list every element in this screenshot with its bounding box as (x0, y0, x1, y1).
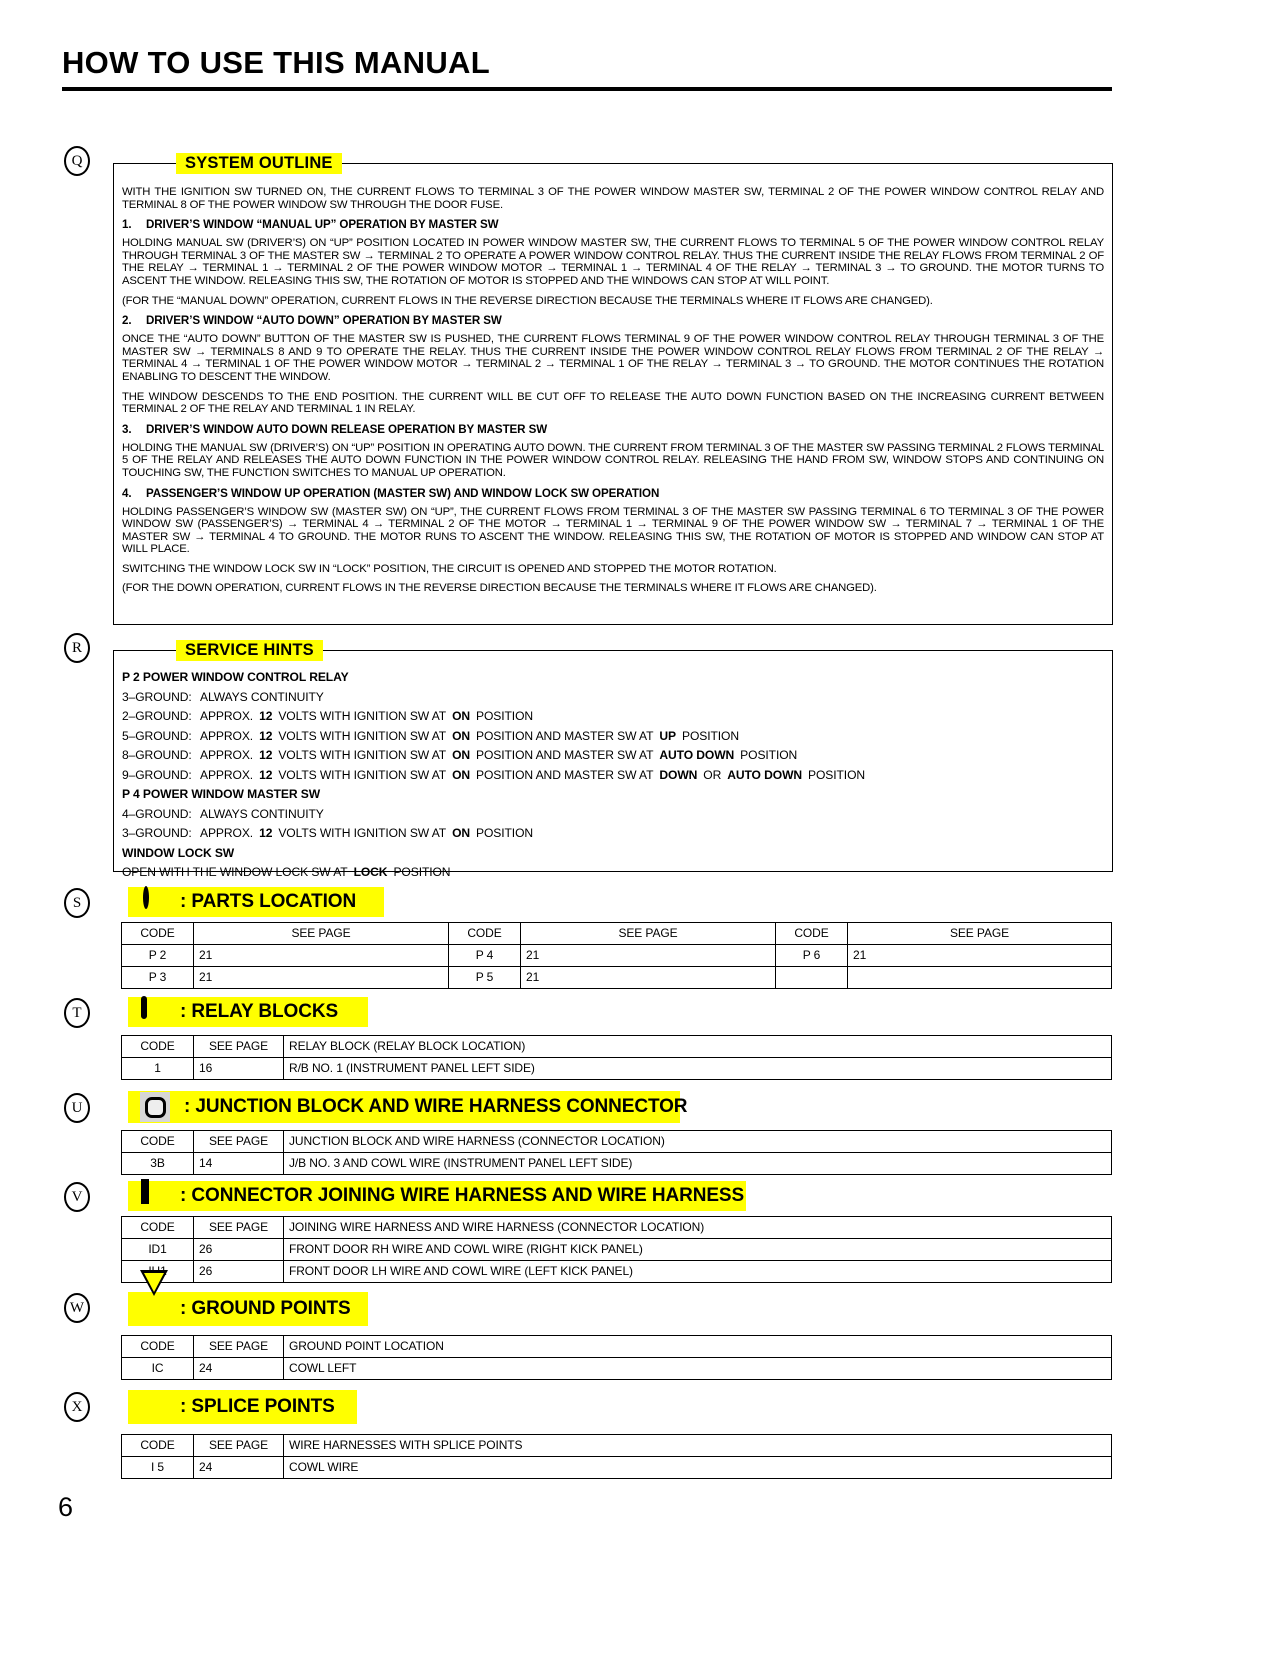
service-hints-group2-title: P 4 POWER WINDOW MASTER SW (122, 787, 321, 801)
line2-mid: VOLTS WITH IGNITION SW AT (278, 709, 447, 723)
line2-label: 2–GROUND: (122, 709, 192, 723)
system-outline-item3-body: HOLDING THE MANUAL SW (DRIVER’S) ON “UP” POSITION IN OPERATING AUTO DOWN. THE CURRENT FROM TERMINAL 3 OF THE MASTER SW PASSING TERMINAL 2 FLOWS TERMINAL 5 OF THE RELAY AND RELEASES THE AUTO DOWN FUNCTION IN THE POWER WINDOW CONTROL RELAY. RELEASING THE HAND FROM SW, WINDOW STOPS AND CONTINUING ON TOUCHING SW, THE FUNCTION SWITCHES TO MANUAL UP OPERATION. (122, 441, 1104, 479)
marker-u: U (64, 1093, 90, 1123)
system-outline-intro: WITH THE IGNITION SW TURNED ON, THE CURRENT FLOWS TO TERMINAL 3 OF THE POWER WINDOW MASTER SW, TERMINAL 2 OF THE POWER WINDOW CONTROL RELAY AND TERMINAL 8 OF THE POWER WINDOW SW THROUGH THE DOOR FUSE. (122, 186, 1104, 211)
system-outline-legend: SYSTEM OUTLINE (176, 153, 342, 174)
item3-number: 3. (122, 422, 132, 436)
line5-mid: VOLTS WITH IGNITION SW AT (278, 767, 447, 782)
line1-text: ALWAYS CONTINUITY (200, 689, 324, 704)
cell-code: IC (122, 1358, 194, 1380)
line3-state2: UP (659, 728, 676, 743)
line5-end: POSITION (808, 767, 866, 782)
splice-points-table (121, 1434, 1112, 1479)
marker-x: X (64, 1392, 90, 1422)
service-hints-line-7 (122, 827, 1104, 840)
line7-end: POSITION (476, 826, 534, 840)
line4-mid2: POSITION AND MASTER SW AT (476, 748, 654, 762)
line7-approx: APPROX. (200, 826, 254, 840)
cell-code: P 2 (122, 945, 194, 967)
line5-approx: APPROX. (200, 767, 254, 782)
cell-description: FRONT DOOR RH WIRE AND COWL WIRE (RIGHT KICK PANEL) (284, 1239, 1112, 1261)
cell-code: P 4 (449, 945, 521, 967)
cell-code: 1 (122, 1058, 194, 1080)
service-hints-line-8 (122, 866, 1104, 879)
marker-s: S (64, 888, 90, 918)
system-outline-item3-heading (122, 423, 1104, 437)
table-row (122, 967, 1112, 989)
col-header: JUNCTION BLOCK AND WIRE HARNESS (CONNECTOR LOCATION) (284, 1131, 1112, 1153)
cell-page: 14 (194, 1153, 284, 1175)
col-header: RELAY BLOCK (RELAY BLOCK LOCATION) (284, 1036, 1112, 1058)
item2-title: DRIVER’S WINDOW “AUTO DOWN” OPERATION BY MASTER SW (146, 314, 502, 328)
connector-joining-caption-text: : CONNECTOR JOINING WIRE HARNESS AND WIRE HARNESS (180, 1185, 745, 1206)
line4-approx: APPROX. (200, 748, 254, 762)
line7-label: 3–GROUND: (122, 826, 192, 840)
line3-state: ON (452, 728, 471, 743)
marker-r: R (64, 633, 90, 663)
col-header: GROUND POINT LOCATION (284, 1336, 1112, 1358)
splice-points-caption-text: : SPLICE POINTS (180, 1396, 335, 1417)
junction-block-table (121, 1130, 1112, 1175)
cell-page: 26 (194, 1261, 284, 1283)
line4-state2: AUTO DOWN (659, 748, 735, 762)
cell-code: P 5 (449, 967, 521, 989)
col-header: CODE (122, 923, 194, 945)
service-hints-line-3 (122, 730, 1104, 743)
cell-code (776, 967, 848, 989)
service-hints-legend: SERVICE HINTS (176, 640, 323, 661)
service-hints-group1-title: P 2 POWER WINDOW CONTROL RELAY (122, 670, 349, 684)
col-header: CODE (122, 1435, 194, 1457)
col-header: SEE PAGE (194, 1131, 284, 1153)
line1-label: 3–GROUND: (122, 689, 192, 704)
connector-joining-caption (128, 1181, 746, 1211)
table-header-row (122, 923, 1112, 945)
table-row (122, 1261, 1112, 1283)
table-row (122, 1239, 1112, 1261)
page-title: HOW TO USE THIS MANUAL (62, 45, 490, 80)
table-header-row (122, 1131, 1112, 1153)
cell-code: P 3 (122, 967, 194, 989)
cell-description: FRONT DOOR LH WIRE AND COWL WIRE (LEFT KICK PANEL) (284, 1261, 1112, 1283)
marker-t: T (64, 998, 90, 1028)
col-header: SEE PAGE (194, 1336, 284, 1358)
col-header: JOINING WIRE HARNESS AND WIRE HARNESS (CONNECTOR LOCATION) (284, 1217, 1112, 1239)
line4-mid: VOLTS WITH IGNITION SW AT (278, 748, 447, 762)
line3-mid: VOLTS WITH IGNITION SW AT (278, 728, 447, 743)
item4-number: 4. (122, 486, 132, 500)
cell-description: J/B NO. 3 AND COWL WIRE (INSTRUMENT PANEL LEFT SIDE) (284, 1153, 1112, 1175)
line3-label: 5–GROUND: (122, 728, 192, 743)
cell-page: 24 (194, 1457, 284, 1479)
line5-state3: AUTO DOWN (727, 767, 803, 782)
parts-location-caption (128, 887, 384, 917)
col-header: WIRE HARNESSES WITH SPLICE POINTS (284, 1435, 1112, 1457)
line5-state2: DOWN (659, 767, 698, 782)
cell-code: I 5 (122, 1457, 194, 1479)
line4-state: ON (452, 748, 471, 762)
marker-v: V (64, 1182, 90, 1212)
oval-icon (140, 889, 166, 915)
col-header: CODE (776, 923, 848, 945)
relay-blocks-caption (128, 997, 368, 1027)
col-header: CODE (122, 1336, 194, 1358)
junction-block-caption (128, 1091, 688, 1123)
ground-points-caption (128, 1292, 368, 1326)
line7-state: ON (452, 826, 471, 840)
line3-approx: APPROX. (200, 728, 254, 743)
cell-page: 24 (194, 1358, 284, 1380)
cell-page: 21 (194, 967, 449, 989)
page-header (62, 46, 1112, 91)
ground-points-table (121, 1335, 1112, 1380)
system-outline-item1-body: HOLDING MANUAL SW (DRIVER’S) ON “UP” POSITION LOCATED IN POWER WINDOW MASTER SW, THE CURRENT FLOWS TO TERMINAL 5 OF THE POWER WINDOW CONTROL RELAY THROUGH TERMINAL 3 OF THE MASTER SW → TERMINAL 2 TO OPERATE A POWER WINDOW CONTROL RELAY. THUS THE CURRENT INSIDE THE RELAY FLOWS FROM TERMINAL 2 OF THE RELAY → TERMINAL 1 → TERMINAL 2 OF THE POWER WINDOW MOTOR → TERMINAL 1 → TERMINAL 4 OF THE RELAY → TERMINAL 3 → TO GROUND. THE MOTOR TURNS TO ASCENT THE WINDOW. RELEASING THIS SW, THE ROTATION OF MOTOR IS STOPPED AND THE WINDOWS CAN STOP AT WILL POINT. (122, 237, 1104, 287)
item1-title: DRIVER’S WINDOW “MANUAL UP” OPERATION BY MASTER SW (146, 218, 499, 232)
page-number: 6 (58, 1492, 74, 1522)
parts-location-table (121, 922, 1112, 989)
system-outline-item4-note1: SWITCHING THE WINDOW LOCK SW IN “LOCK” POSITION, THE CIRCUIT IS OPENED AND STOPPED THE MOTOR ROTATION. (122, 562, 777, 575)
header-divider (62, 87, 1112, 91)
line4-end: POSITION (740, 748, 798, 762)
line5-volts: 12 (259, 767, 273, 782)
line6-label: 4–GROUND: (122, 806, 192, 821)
cell-page (848, 967, 1112, 989)
system-outline-body (114, 164, 1112, 612)
table-row (122, 1153, 1112, 1175)
table-row (122, 1457, 1112, 1479)
line4-label: 8–GROUND: (122, 748, 192, 762)
parts-location-caption-text: : PARTS LOCATION (180, 891, 357, 912)
col-header: CODE (122, 1036, 194, 1058)
item4-title: PASSENGER’S WINDOW UP OPERATION (MASTER SW) AND WINDOW LOCK SW OPERATION (146, 486, 660, 500)
ground-points-caption-text: : GROUND POINTS (180, 1298, 351, 1319)
col-header: CODE (449, 923, 521, 945)
cell-description: R/B NO. 1 (INSTRUMENT PANEL LEFT SIDE) (284, 1058, 1112, 1080)
cell-code: IH1 (122, 1261, 194, 1283)
system-outline-item1-heading (122, 218, 1104, 232)
line5-or: OR (703, 767, 722, 782)
service-hints-body (114, 651, 1112, 896)
table-header-row (122, 1435, 1112, 1457)
line8-end: POSITION (393, 865, 451, 879)
connector-joining-table (121, 1216, 1112, 1283)
table-row (122, 1358, 1112, 1380)
cell-page: 21 (521, 967, 776, 989)
relay-blocks-table (121, 1035, 1112, 1080)
service-hints-group3-title: WINDOW LOCK SW (122, 845, 235, 860)
col-header: CODE (122, 1131, 194, 1153)
line2-state: ON (452, 709, 471, 723)
line3-volts: 12 (259, 728, 273, 743)
line8-state: LOCK (353, 865, 388, 879)
marker-q: Q (64, 146, 90, 176)
item3-title: DRIVER’S WINDOW AUTO DOWN RELEASE OPERATION BY MASTER SW (146, 422, 548, 436)
relay-blocks-caption-text: : RELAY BLOCKS (180, 1001, 339, 1022)
service-hints-line-1 (122, 691, 1104, 704)
line5-mid2: POSITION AND MASTER SW AT (476, 767, 654, 782)
table-row (122, 1058, 1112, 1080)
system-outline-item4-body: HOLDING PASSENGER’S WINDOW SW (MASTER SW) ON “UP”, THE CURRENT FLOWS FROM TERMINAL 3 OF THE MASTER SW PASSING TERMINAL 6 TO TERMINAL 3 OF THE POWER WINDOW SW (PASSENGER’S) → TERMINAL 4 → TERMINAL 2 OF THE MOTOR → TERMINAL 1 → TERMINAL 9 OF THE POWER WINDOW SW → TERMINAL 7 → TERMINAL 1 OF THE MASTER SW → TERMINAL 4 TO GROUND. THE MOTOR RUNS TO ASCENT THE WINDOW. RELEASING THIS SW, THE ROTATION OF MOTOR IS STOPPED AND WINDOW CAN STOP AT WILL PLACE. (122, 505, 1104, 556)
junction-block-caption-text: : JUNCTION BLOCK AND WIRE HARNESS CONNECTOR (184, 1096, 688, 1117)
line2-volts: 12 (259, 709, 273, 723)
item2-number: 2. (122, 314, 132, 328)
line5-label: 9–GROUND: (122, 767, 192, 782)
col-header: SEE PAGE (521, 923, 776, 945)
system-outline-item2-body2: THE WINDOW DESCENDS TO THE END POSITION. THE CURRENT WILL BE CUT OFF TO RELEASE THE AUTO DOWN FUNCTION BASED ON THE INCREASING CURRENT BETWEEN TERMINAL 2 OF THE RELAY AND TERMINAL 1 IN RELAY. (122, 390, 1104, 416)
line4-volts: 12 (259, 748, 273, 762)
line2-approx: APPROX. (200, 709, 254, 723)
system-outline-section (113, 154, 1113, 625)
cell-description: COWL LEFT (284, 1358, 1112, 1380)
line8-start: OPEN WITH THE WINDOW LOCK SW AT (122, 865, 348, 879)
service-hints-line-5 (122, 769, 1104, 782)
system-outline-item4-note2: (FOR THE DOWN OPERATION, CURRENT FLOWS IN THE REVERSE DIRECTION BECAUSE THE TERMINALS WHERE IT FLOWS ARE CHANGED). (122, 582, 877, 595)
rounded-square-icon (140, 999, 166, 1025)
table-header-row (122, 1217, 1112, 1239)
table-header-row (122, 1336, 1112, 1358)
system-outline-item4-heading (122, 487, 1104, 501)
service-hints-line-6 (122, 808, 1104, 821)
line5-state: ON (452, 767, 471, 782)
system-outline-item2-heading (122, 314, 1104, 328)
col-header: SEE PAGE (194, 1217, 284, 1239)
line7-mid: VOLTS WITH IGNITION SW AT (278, 826, 447, 840)
cell-code: P 6 (776, 945, 848, 967)
cell-page: 21 (521, 945, 776, 967)
cell-page: 16 (194, 1058, 284, 1080)
system-outline-item2-body: ONCE THE “AUTO DOWN” BUTTON OF THE MASTER SW IS PUSHED, THE CURRENT FLOWS TERMINAL 9 OF THE POWER WINDOW CONTROL RELAY THROUGH TERMINAL 3 OF THE MASTER SW → TERMINALS 8 AND 9 TO OPERATE THE RELAY. THUS THE CURRENT INSIDE THE POWER WINDOW CONTROL RELAY FLOWS FROM TERMINAL 2 OF THE RELAY → TERMINAL 4 → TERMINAL 1 OF THE POWER WINDOW MOTOR → TERMINAL 2 → TERMINAL 1 OF THE RELAY → TERMINAL 3 → TO GROUND. THE MOTOR CONTINUES THE ROTATION ENABLING TO DESCENT THE WINDOW. (122, 333, 1104, 383)
line3-end: POSITION (681, 728, 739, 743)
cell-page: 21 (194, 945, 449, 967)
col-header: SEE PAGE (848, 923, 1112, 945)
col-header: CODE (122, 1217, 194, 1239)
cell-code: ID1 (122, 1239, 194, 1261)
splice-points-caption (128, 1390, 357, 1424)
table-header-row (122, 1036, 1112, 1058)
line6-text: ALWAYS CONTINUITY (200, 806, 324, 821)
service-hints-section (113, 641, 1113, 879)
col-header: SEE PAGE (194, 1036, 284, 1058)
line2-end: POSITION (476, 709, 534, 723)
item1-number: 1. (122, 218, 132, 232)
cell-description: COWL WIRE (284, 1457, 1112, 1479)
service-hints-line-4 (122, 749, 1104, 762)
cell-code: 3B (122, 1153, 194, 1175)
system-outline-item1-note: (FOR THE “MANUAL DOWN” OPERATION, CURRENT FLOWS IN THE REVERSE DIRECTION BECAUSE THE TERMINALS WHERE IT FLOWS ARE CHANGED). (122, 294, 933, 307)
octagon-icon (140, 1394, 166, 1420)
line7-volts: 12 (259, 826, 273, 840)
col-header: SEE PAGE (194, 923, 449, 945)
service-hints-line-2 (122, 710, 1104, 723)
cell-page: 21 (848, 945, 1112, 967)
table-row (122, 945, 1112, 967)
shaded-rounded-square-icon (140, 1092, 170, 1122)
cell-page: 26 (194, 1239, 284, 1261)
marker-w: W (64, 1293, 90, 1323)
triangle-down-icon (140, 1296, 166, 1322)
square-icon (140, 1183, 166, 1209)
line3-mid2: POSITION AND MASTER SW AT (476, 728, 654, 743)
col-header: SEE PAGE (194, 1435, 284, 1457)
